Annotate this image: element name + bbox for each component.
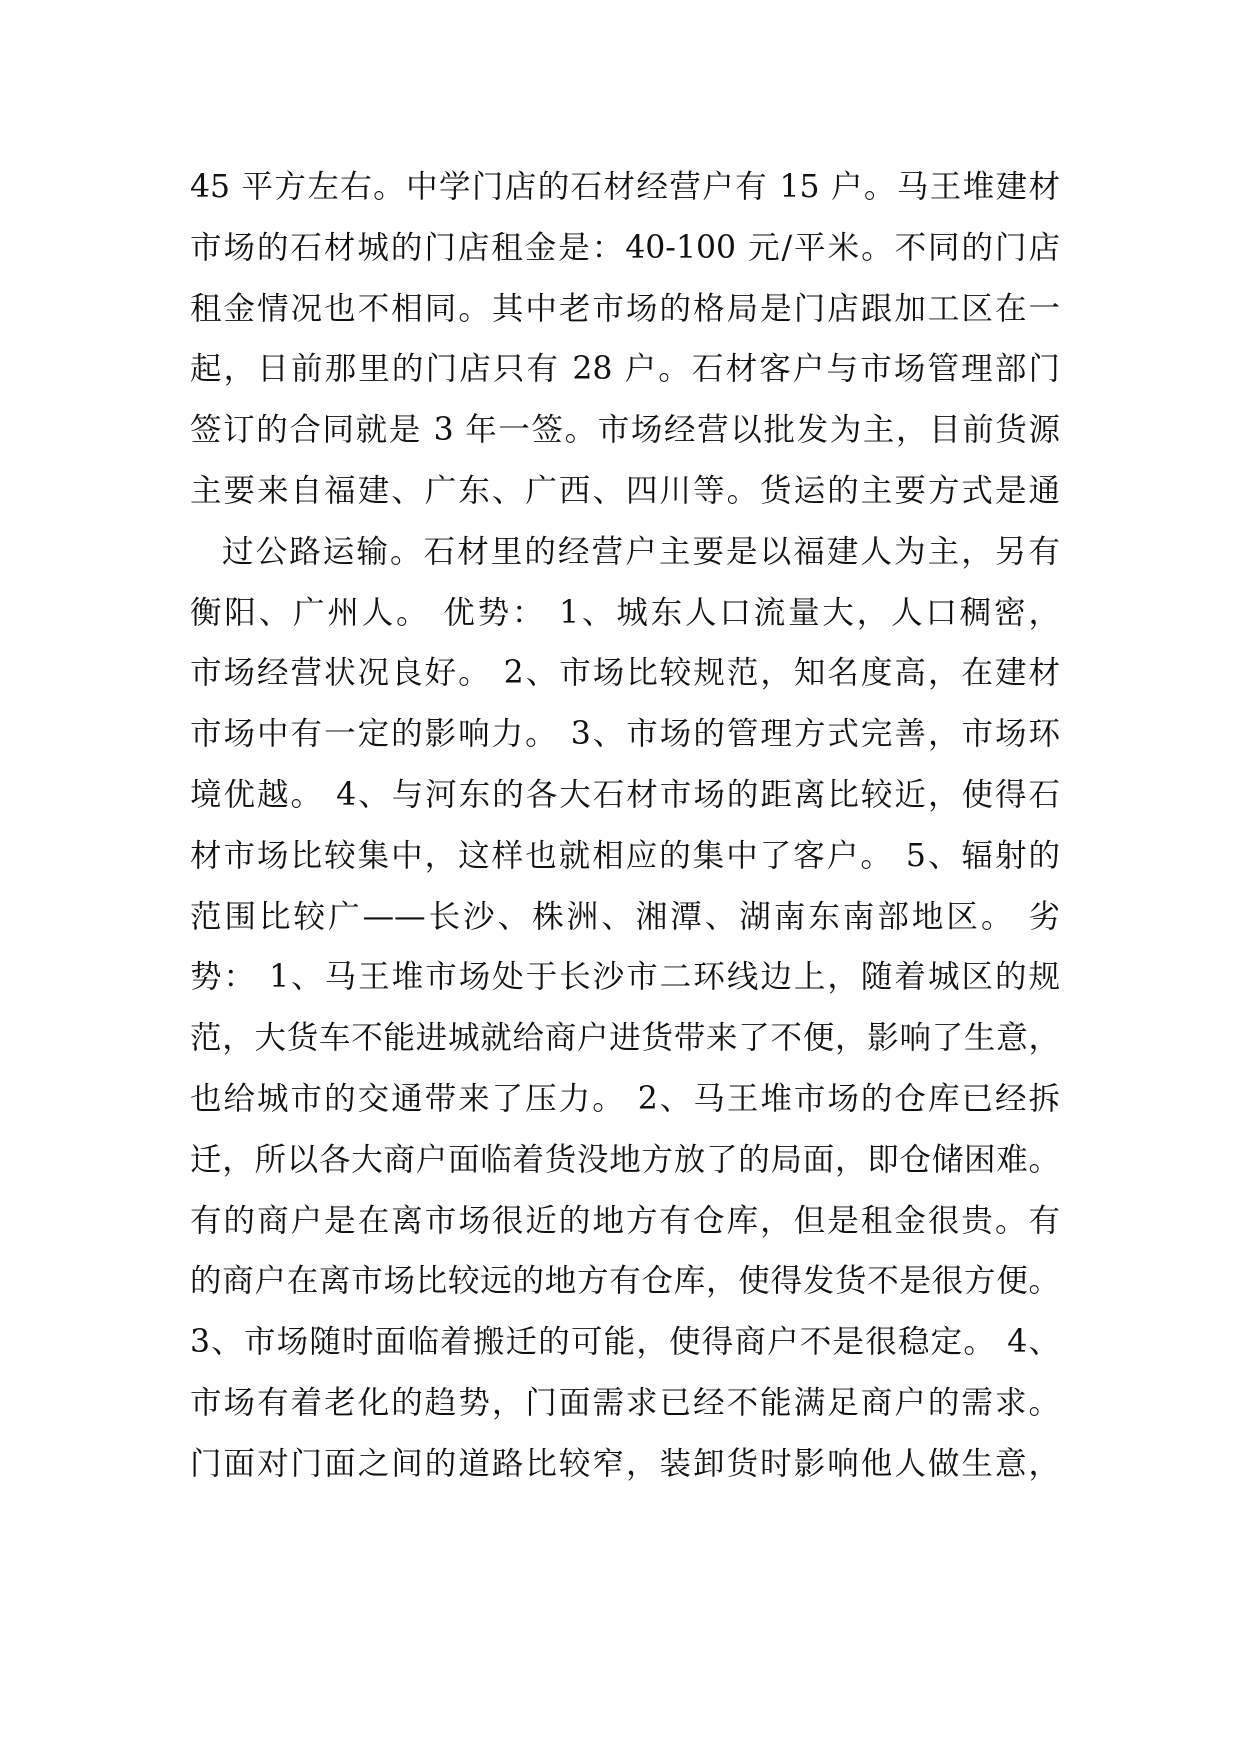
body-text: [190, 157, 1060, 1495]
text-line-11: 境优越。 4、与河东的各大石材市场的距离比较近，使得石: [190, 776, 1060, 813]
text-line-3: 租金情况也不相同。其中老市场的格局是门店跟加工区在一: [190, 290, 1060, 327]
text-line-6: 主要来自福建、广东、广西、四川等。货运的主要方式是通: [190, 472, 1060, 509]
text-line-16: 也给城市的交通带来了压力。 2、马王堆市场的仓库已经拆: [190, 1080, 1060, 1117]
text-line-20: 3、市场随时面临着搬迁的可能，使得商户不是很稳定。 4、: [190, 1324, 1060, 1361]
text-line-10: 市场中有一定的影响力。 3、市场的管理方式完善，市场环: [190, 716, 1060, 753]
text-line-17: 迁，所以各大商户面临着货没地方放了的局面，即仓储困难。: [190, 1141, 1060, 1178]
text-line-14: 势： 1、马王堆市场处于长沙市二环线边上，随着城区的规: [190, 959, 1060, 996]
text-line-22: 门面对门面之间的道路比较窄，装卸货时影响他人做生意，: [190, 1445, 1060, 1482]
text-line-7: 过公路运输。石材里的经营户主要是以福建人为主，另有: [222, 533, 1060, 570]
text-line-5: 签订的合同就是 3 年一签。市场经营以批发为主，目前货源: [190, 412, 1060, 449]
text-line-15: 范，大货车不能进城就给商户进货带来了不便，影响了生意，: [190, 1020, 1060, 1057]
text-line-1: 45 平方左右。中学门店的石材经营户有 15 户。马王堆建材: [190, 169, 1060, 205]
text-line-8: 衡阳、广州人。 优势： 1、城东人口流量大，人口稠密，: [190, 594, 1060, 631]
text-line-9: 市场经营状况良好。 2、市场比较规范，知名度高，在建材: [190, 655, 1060, 692]
text-line-12: 材市场比较集中，这样也就相应的集中了客户。 5、辐射的: [190, 837, 1060, 874]
text-line-18: 有的商户是在离市场很近的地方有仓库，但是租金很贵。有: [190, 1202, 1060, 1239]
text-line-21: 市场有着老化的趋势，门面需求已经不能满足商户的需求。: [190, 1384, 1060, 1421]
text-line-4: 起，日前那里的门店只有 28 户。石材客户与市场管理部门: [190, 351, 1060, 388]
text-line-2: 市场的石材城的门店租金是：40-100 元/平米。不同的门店: [190, 229, 1060, 266]
text-line-13: 范围比较广——长沙、株洲、湘潭、湖南东南部地区。 劣: [190, 898, 1060, 935]
text-line-19: 的商户在离市场比较远的地方有仓库，使得发货不是很方便。: [190, 1263, 1060, 1300]
